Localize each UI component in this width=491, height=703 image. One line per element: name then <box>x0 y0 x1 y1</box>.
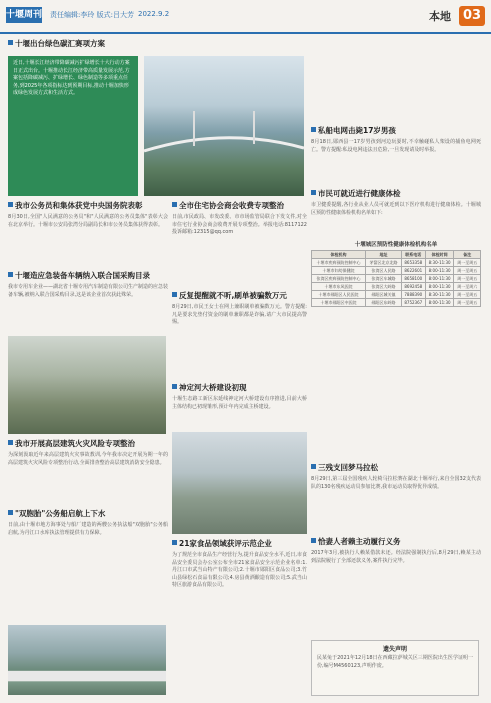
table-cell: 周一至周五 <box>454 259 481 267</box>
table-cell: 8658100 <box>401 275 425 283</box>
article-bridge <box>172 382 307 411</box>
column-header: 地址 <box>366 251 402 259</box>
column-header: 联系电话 <box>401 251 425 259</box>
bullet-icon <box>172 384 177 389</box>
table-cell: 7888390 <box>401 291 425 299</box>
table-cell: 张湾区车城路 <box>366 275 402 283</box>
section-name: 本地 <box>429 10 451 23</box>
article-vehicles <box>8 270 168 299</box>
table-cell: 张湾区疾病预防控制中心 <box>312 275 366 283</box>
article-title: 全市住宅协会商会收费专项整治 <box>179 201 284 210</box>
table-row <box>312 259 481 267</box>
bullet-icon <box>8 510 13 515</box>
article-title: 私船电网击毙17岁男孩 <box>318 126 396 135</box>
article-boats <box>8 508 168 537</box>
column-header: 体检时间 <box>425 251 454 259</box>
bullet-icon <box>8 40 13 45</box>
article-body: 为了规范全市食品生产经营行为,提升食品安全水平,近日,市食品安全委员会办公室公布全市21家食品安全示范企业名单:1.丹江口市武当山特产有限公司;2.十堰市郧阳区食品公司;3.竹山县绿松石食品有限公司;4.房县黄酒酿造有限公司;5.武当山特区旅游食品有限公司。 <box>172 552 307 588</box>
bullet-icon <box>172 202 177 207</box>
table-cell: 十堰市郧阳区中医院 <box>312 299 366 307</box>
article-body: 日前,市民政局、市发改委、市市场监管局联合下发文件,对全市住宅行业协会商会收费开展专项整治。举报电话:8117122 投诉邮箱:12315@qq.com <box>172 214 307 235</box>
article-body: 近日,十堰长江经济带降碳减污扩绿增长十大行动方案日正式出台。十堰推动长江经济带高质量发展示范,方案包括降碳减污、扩绿增长、绿色制造等多项重点任务,到2025年各项指标达到预期目标,推动十堰加快形成绿色发展方式和生活方式。 <box>13 60 130 96</box>
bullet-icon <box>311 464 316 469</box>
table-cell: 周一至周五 <box>454 291 481 299</box>
table-cell: 8:00-11:30 <box>425 267 454 275</box>
article-fees <box>172 200 307 237</box>
article-civil-servant <box>8 200 168 229</box>
table-cell: 十堰市疾病预防控制中心 <box>312 259 366 267</box>
table-cell: 8653358 <box>401 259 425 267</box>
table-cell: 十堰市郧阳区人民医院 <box>312 291 366 299</box>
article-carbon-body <box>8 56 138 196</box>
table-cell: 8:30-11:30 <box>425 291 454 299</box>
article-food-safety <box>172 538 307 590</box>
table-row <box>312 267 481 275</box>
article-title: 十堰造应急装备车辆纳入联合国采购目录 <box>15 271 150 280</box>
table-cell: 郧阳区城关镇 <box>366 291 402 299</box>
table-cell: 8:00-11:30 <box>425 283 454 291</box>
table-row <box>312 283 481 291</box>
bullet-icon <box>172 292 177 297</box>
bullet-icon <box>172 540 177 545</box>
article-fire-safety <box>8 438 168 467</box>
article-carbon <box>8 38 318 52</box>
article-body: 为深刻汲取近年来高层建筑火灾事故教训,今年我市决定开展为期一年的高层建筑火灾风险专项整治行动,全面排查整治高层建筑消防安全隐患。 <box>8 452 168 466</box>
construction-photo <box>172 432 307 534</box>
table-cell: 十堰市妇幼保健院 <box>312 267 366 275</box>
table-cell: 张湾区人民路 <box>366 267 402 275</box>
table-cell: 8752367 <box>401 299 425 307</box>
bullet-icon <box>8 202 13 207</box>
article-title: 三残支回梦马拉松 <box>318 463 378 472</box>
table-cell: 8692458 <box>401 283 425 291</box>
health-check-table <box>311 240 481 307</box>
table-row <box>312 275 481 283</box>
table-row <box>312 291 481 299</box>
article-electric-net <box>311 125 481 154</box>
article-body: 日前,由十堰市地方海事处与船厂建造的两艘公务执法船"双胞胎"公务船启航,为丹江口水库执法管理提供有力保障。 <box>8 522 168 536</box>
article-title: 十堰出台绿色碳汇赛项方案 <box>15 39 105 48</box>
table-cell: 十堰市东风医院 <box>312 283 366 291</box>
bullet-icon <box>311 127 316 132</box>
table-row <box>312 299 481 307</box>
table-cell: 周一至周五 <box>454 299 481 307</box>
bullet-icon <box>311 538 316 543</box>
article-title: "双胞胎"公务船启航上下水 <box>15 509 106 518</box>
article-title: 恰妻人者赖主动履行义务 <box>318 537 401 546</box>
article-body: 8月30日,全国"人民满意的公务员"和"人民满意的公务员集体"表彰大会在北京举行。十堰市公安局张湾分局副局长和市公务员集体获得表彰。 <box>8 214 168 228</box>
article-title: 我市公务员和集体获党中央国务院表彰 <box>15 201 143 210</box>
vehicles-photo <box>8 336 166 434</box>
table-header-row <box>312 251 481 259</box>
table-cell: 8622601 <box>401 267 425 275</box>
table-cell: 8:00-11:30 <box>425 275 454 283</box>
table-cell: 8:00-11:30 <box>425 299 454 307</box>
institutions-table <box>311 250 481 307</box>
page-header <box>0 0 491 34</box>
editor-credits: 责任编辑:李玲 版式:吕大芳 <box>50 11 134 19</box>
column-header: 体检机构 <box>312 251 366 259</box>
article-debt <box>311 536 481 565</box>
table-cell: 周一至周五 <box>454 267 481 275</box>
article-body: 8月29日,市民王女士在网上兼职刷单被骗数万元。警方提醒:凡是要求先垫付资金的刷单兼职都是诈骗,请广大市民提高警惕。 <box>172 304 307 325</box>
issue-date: 2022.9.2 <box>138 10 170 18</box>
table-cell: 郧阳区东岭路 <box>366 299 402 307</box>
bullet-icon <box>8 272 13 277</box>
article-title: 反复提醒就不听,刷单被骗数万元 <box>179 291 287 300</box>
column-header: 备注 <box>454 251 481 259</box>
article-marathon <box>311 462 481 491</box>
article-title: 市民可就近进行健康体检 <box>318 189 401 198</box>
article-title: 21家食品领域获评示范企业 <box>179 539 272 548</box>
article-title: 我市开展高层建筑火灾风险专项整治 <box>15 439 135 448</box>
notice-body: 民某兔于2021年12月18日在西藏拉萨城关区三期医院出生医学证明一份,编号M4560123,声明作废。 <box>317 655 473 669</box>
article-body: 市卫健委提醒,各行业从业人员可就近到以下医疗机构进行健康体检。十堰城区预防性健康体检机构名单如下: <box>311 202 481 216</box>
article-scam <box>172 290 307 327</box>
bridge-photo <box>144 56 304 196</box>
bullet-icon <box>311 190 316 195</box>
article-body: 8月18日,郧西县一17岁男孩到河边玩耍时,不幸触碰私人架设的捕鱼电网死亡。警方提醒:私设电网违法且危险,一旦发现请及时举报。 <box>311 139 481 153</box>
table-cell: 周一至周六 <box>454 283 481 291</box>
article-body: 2017年3月,被执行人赖某借款未还。经法院强制执行后,8月29日,赖某主动到法院履行了全部还款义务,案件执行完毕。 <box>311 550 481 564</box>
table-cell: 张湾区大岭路 <box>366 283 402 291</box>
page-number: 03 <box>459 6 485 26</box>
article-body: 8月29日,第三届全国残疾人轮椅马拉松赛在湖北十堰举行,来自全国32支代表队的130名残疾运动员参加比赛,我市运动员取得优异成绩。 <box>311 476 481 490</box>
notice-title: 遗失声明 <box>382 646 407 653</box>
table-cell: 周一至周五 <box>454 275 481 283</box>
article-body: 我市专用车企业——湖北省十堰专用汽车制造有限公司生产制造的应急装备车辆,被纳入联合国采购目录,这是该企业首次获此殊荣。 <box>8 284 169 298</box>
lost-notice <box>311 640 479 696</box>
table-cell: 8:30-11:30 <box>425 259 454 267</box>
article-body: 十堰生态路工新区东延线神定河大桥建设有序推进,目前大桥主体结构已初现雏形,预计年内完成主桥建设。 <box>172 396 307 410</box>
article-health-check <box>311 188 481 217</box>
boats-photo <box>8 625 166 695</box>
table-cell: 茅箭区北京北路 <box>366 259 402 267</box>
article-title: 神定河大桥建设初现 <box>179 383 247 392</box>
bullet-icon <box>8 440 13 445</box>
table-title: 十堰城区预防性健康体检机构名单 <box>354 242 438 248</box>
bridge-illustration <box>144 56 304 196</box>
masthead-logo: 十堰周刊 <box>6 7 42 23</box>
